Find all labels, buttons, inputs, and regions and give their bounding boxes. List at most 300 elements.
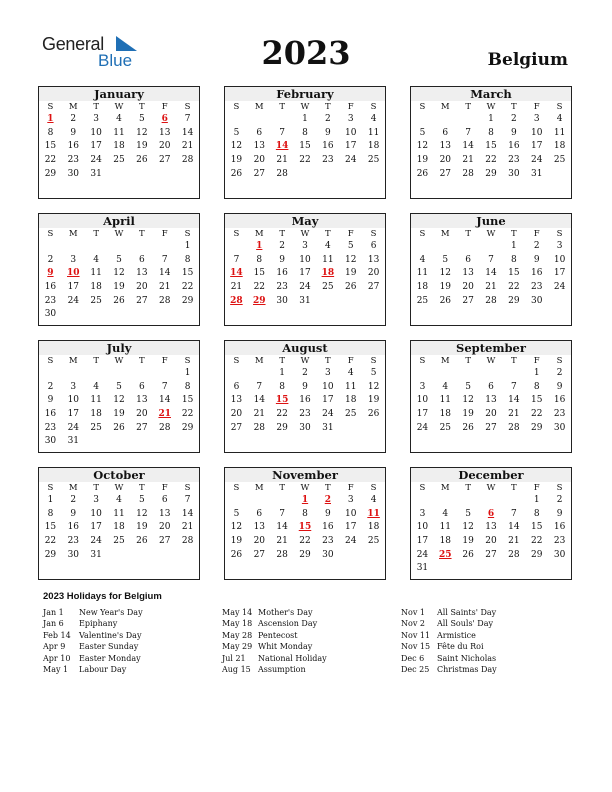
weekday-label: S [370, 229, 377, 239]
day-cell: 6 [256, 127, 263, 138]
weekday-label: F [161, 356, 168, 366]
week-row [39, 254, 199, 268]
empty-day-cell [153, 549, 176, 563]
weekday-label: S [556, 483, 563, 493]
week-row [39, 154, 199, 168]
day-cell: 28 [276, 168, 288, 179]
day-cell: 1 [184, 368, 191, 378]
day-cell: 13 [230, 395, 243, 406]
day-cell: 25 [322, 282, 334, 293]
empty-day-cell [316, 168, 339, 182]
day-cell: 25 [113, 155, 125, 166]
day-cell: 5 [370, 368, 377, 378]
month-november [224, 467, 386, 580]
day-cell: 2 [556, 368, 563, 378]
day-cell: 29 [181, 422, 194, 433]
day-cell: 29 [44, 168, 57, 179]
day-cell: 5 [139, 495, 145, 505]
day-cell: 28 [276, 549, 288, 560]
day-cell: 19 [439, 282, 452, 293]
holiday-name: All Souls' Day [437, 619, 493, 629]
holiday-day-cell: 10 [67, 268, 80, 279]
holiday-day-cell: 25 [439, 549, 452, 560]
day-cell: 6 [233, 381, 240, 392]
weekday-header [225, 228, 385, 240]
day-cell: 15 [181, 268, 194, 279]
day-cell: 27 [462, 295, 474, 306]
day-cell: 27 [485, 549, 497, 560]
week-row [225, 154, 385, 168]
day-cell: 22 [44, 155, 57, 166]
day-cell: 4 [116, 495, 122, 505]
day-cell: 15 [253, 268, 266, 279]
holiday-day-cell: 2 [324, 495, 331, 505]
month-april [38, 213, 200, 326]
weekday-label: S [184, 356, 191, 366]
week-row [39, 408, 199, 422]
holiday-entry [222, 618, 327, 629]
day-cell: 19 [462, 409, 474, 420]
day-cell: 3 [556, 241, 563, 251]
empty-day-cell [480, 562, 503, 576]
day-cell: 14 [181, 127, 194, 138]
day-cell: 27 [439, 168, 452, 179]
day-cell: 8 [533, 508, 540, 519]
empty-day-cell [85, 240, 108, 254]
day-cell: 5 [139, 114, 145, 124]
weekday-header [225, 482, 385, 494]
day-cell: 21 [276, 155, 288, 166]
day-cell: 9 [70, 508, 77, 519]
empty-day-cell [457, 240, 480, 254]
day-cell: 18 [113, 141, 125, 152]
holiday-day-cell: 9 [47, 268, 54, 279]
holiday-name: Christmas Day [437, 664, 497, 674]
day-cell: 19 [136, 522, 148, 533]
week-row [411, 408, 571, 422]
day-cell: 23 [67, 536, 80, 547]
day-cell: 6 [139, 254, 145, 265]
day-cell: 3 [347, 114, 354, 124]
empty-day-cell [434, 113, 457, 127]
holiday-day-cell: 6 [161, 114, 168, 124]
day-cell: 31 [299, 295, 311, 306]
day-cell: 28 [485, 295, 497, 306]
day-cell: 26 [439, 295, 452, 306]
empty-day-cell [225, 240, 248, 254]
day-cell: 18 [439, 536, 452, 547]
week-row [225, 521, 385, 535]
day-cell: 25 [90, 295, 102, 306]
day-cell: 24 [90, 155, 102, 166]
day-cell: 28 [181, 536, 194, 547]
day-cell: 19 [416, 155, 429, 166]
day-cell: 9 [325, 508, 331, 519]
empty-day-cell [176, 549, 199, 563]
day-cell: 18 [345, 395, 357, 406]
day-cell: 4 [419, 254, 426, 265]
day-cell: 19 [462, 536, 474, 547]
weekday-label: M [440, 483, 450, 493]
week-row [225, 295, 385, 309]
day-cell: 17 [90, 522, 102, 533]
weekday-header [411, 482, 571, 494]
holiday-name: Saint Nicholas [437, 653, 497, 663]
month-name: April [39, 214, 199, 228]
day-cell: 8 [511, 254, 517, 265]
day-cell: 18 [90, 409, 102, 420]
holiday-entry [401, 618, 497, 629]
day-cell: 25 [90, 422, 102, 433]
holiday-entry [222, 630, 327, 641]
day-cell: 12 [136, 127, 148, 138]
week-row [411, 367, 571, 381]
empty-day-cell [153, 435, 176, 449]
day-cell: 17 [416, 409, 429, 420]
day-cell: 13 [485, 395, 497, 406]
day-cell: 22 [531, 409, 543, 420]
day-cell: 27 [136, 422, 148, 433]
week-row [411, 535, 571, 549]
weekday-label: T [93, 356, 99, 366]
weekday-label: T [279, 356, 285, 366]
day-cell: 7 [279, 127, 286, 138]
day-cell: 21 [253, 409, 266, 420]
day-cell: 4 [442, 381, 449, 392]
day-cell: 6 [465, 254, 472, 265]
month-may [224, 213, 386, 326]
holiday-entry [43, 653, 143, 664]
day-cell: 14 [276, 522, 288, 533]
day-cell: 26 [230, 549, 243, 560]
weekday-label: F [161, 229, 168, 239]
weekday-header [39, 355, 199, 367]
weekday-label: S [556, 229, 563, 239]
day-cell: 14 [253, 395, 266, 406]
day-cell: 20 [230, 409, 243, 420]
day-cell: 26 [462, 549, 474, 560]
day-cell: 9 [279, 254, 286, 265]
day-cell: 27 [485, 422, 497, 433]
empty-day-cell [176, 168, 199, 182]
day-cell: 16 [531, 268, 543, 279]
empty-day-cell [85, 367, 108, 381]
day-cell: 15 [485, 141, 497, 152]
day-cell: 14 [462, 141, 474, 152]
month-march [410, 86, 572, 199]
holiday-entry [222, 607, 327, 618]
day-cell: 30 [531, 295, 543, 306]
day-cell: 8 [47, 127, 54, 138]
holiday-entry [401, 664, 497, 675]
week-row [39, 281, 199, 295]
weekday-label: S [233, 229, 240, 239]
weekday-label: S [556, 356, 563, 366]
day-cell: 22 [508, 282, 520, 293]
weekday-label: M [440, 102, 450, 112]
day-cell: 23 [322, 536, 334, 547]
day-cell: 21 [159, 282, 171, 293]
week-row [411, 240, 571, 254]
empty-day-cell [548, 562, 571, 576]
holiday-name: Valentine's Day [79, 630, 142, 640]
weekday-label: S [184, 102, 191, 112]
day-cell: 24 [67, 295, 80, 306]
day-cell: 25 [416, 295, 429, 306]
week-row [225, 508, 385, 522]
weekday-label: F [161, 483, 168, 493]
weekday-label: S [47, 356, 54, 366]
day-cell: 21 [462, 155, 474, 166]
weekday-header [411, 228, 571, 240]
day-cell: 23 [44, 295, 57, 306]
day-cell: 17 [416, 536, 429, 547]
day-cell: 24 [345, 155, 357, 166]
day-cell: 1 [47, 495, 54, 505]
weekday-label: T [93, 102, 99, 112]
day-cell: 13 [136, 268, 148, 279]
day-cell: 3 [93, 114, 100, 124]
day-cell: 3 [533, 114, 540, 124]
day-cell: 5 [419, 127, 426, 138]
day-cell: 8 [488, 127, 494, 138]
day-cell: 13 [462, 268, 474, 279]
holiday-date: Aug 15 [222, 664, 251, 674]
weekday-header [225, 355, 385, 367]
day-cell: 24 [90, 536, 102, 547]
day-cell: 28 [462, 168, 474, 179]
holiday-entry [222, 653, 327, 664]
day-cell: 9 [533, 254, 540, 265]
day-cell: 11 [90, 268, 102, 279]
empty-day-cell [316, 295, 339, 309]
weekday-label: T [139, 229, 145, 239]
weekday-label: M [254, 483, 264, 493]
day-cell: 4 [93, 381, 100, 392]
day-cell: 23 [67, 155, 80, 166]
week-row [225, 267, 385, 281]
empty-day-cell [548, 168, 571, 182]
weekday-label: S [233, 356, 240, 366]
day-cell: 5 [116, 381, 122, 392]
day-cell: 21 [276, 536, 288, 547]
day-cell: 15 [531, 522, 543, 533]
weekday-label: S [419, 229, 426, 239]
day-cell: 5 [233, 127, 240, 138]
month-name: January [39, 87, 199, 101]
weekday-label: T [325, 229, 331, 239]
empty-day-cell [108, 367, 131, 381]
day-cell: 7 [184, 114, 191, 124]
month-december [410, 467, 572, 580]
day-cell: 26 [416, 168, 429, 179]
week-row [411, 168, 571, 182]
day-cell: 15 [508, 268, 520, 279]
weekday-label: W [114, 483, 124, 493]
day-cell: 27 [159, 536, 171, 547]
holiday-date: Dec 25 [401, 664, 430, 674]
day-cell: 2 [511, 114, 517, 124]
day-cell: 7 [161, 254, 168, 265]
holiday-name: Whit Monday [258, 642, 313, 652]
empty-day-cell [362, 549, 385, 563]
holiday-name: Easter Sunday [79, 642, 139, 652]
weekday-label: S [184, 483, 191, 493]
day-cell: 9 [302, 381, 308, 392]
day-cell: 2 [47, 254, 54, 265]
day-cell: 11 [553, 127, 566, 138]
day-cell: 20 [253, 155, 266, 166]
day-cell: 30 [276, 295, 288, 306]
day-cell: 24 [553, 282, 566, 293]
day-cell: 26 [136, 536, 148, 547]
empty-day-cell [362, 295, 385, 309]
empty-day-cell [248, 113, 271, 127]
weekday-label: W [300, 229, 310, 239]
day-cell: 10 [67, 395, 80, 406]
day-cell: 20 [485, 536, 497, 547]
day-cell: 12 [230, 141, 243, 152]
day-cell: 12 [462, 395, 474, 406]
day-cell: 4 [370, 114, 377, 124]
holiday-name: New Year's Day [79, 608, 143, 617]
day-cell: 31 [90, 168, 102, 179]
weekday-label: M [68, 483, 78, 493]
week-row [411, 521, 571, 535]
weekday-label: S [233, 102, 240, 112]
holiday-name: National Holiday [258, 653, 327, 663]
empty-day-cell [411, 494, 434, 508]
week-row [225, 113, 385, 127]
day-cell: 16 [44, 282, 57, 293]
day-cell: 17 [553, 268, 566, 279]
weekday-label: M [254, 229, 264, 239]
weekday-label: T [279, 229, 285, 239]
day-cell: 2 [533, 241, 540, 251]
day-cell: 3 [347, 495, 354, 505]
weekday-label: M [68, 229, 78, 239]
day-cell: 30 [44, 309, 57, 320]
day-cell: 18 [367, 141, 380, 152]
empty-day-cell [294, 168, 317, 182]
empty-day-cell [39, 367, 62, 381]
day-cell: 2 [70, 495, 77, 505]
day-cell: 4 [116, 114, 122, 124]
day-cell: 24 [416, 422, 429, 433]
empty-day-cell [39, 240, 62, 254]
day-cell: 8 [302, 127, 308, 138]
day-cell: 3 [419, 381, 426, 392]
day-cell: 19 [345, 268, 357, 279]
holiday-date: Nov 11 [401, 630, 431, 640]
day-cell: 17 [345, 141, 357, 152]
empty-day-cell [362, 422, 385, 436]
week-row [225, 535, 385, 549]
day-cell: 1 [279, 368, 286, 378]
day-cell: 23 [553, 409, 566, 420]
day-cell: 2 [556, 495, 563, 505]
day-cell: 13 [159, 127, 171, 138]
day-cell: 19 [113, 409, 125, 420]
logo-text-blue: Blue [98, 51, 133, 70]
day-cell: 2 [325, 114, 331, 124]
day-cell: 17 [67, 282, 80, 293]
empty-day-cell [108, 435, 131, 449]
day-cell: 5 [116, 254, 122, 265]
day-cell: 12 [345, 254, 357, 265]
empty-day-cell [225, 113, 248, 127]
holiday-entry [401, 641, 497, 652]
day-cell: 17 [345, 522, 357, 533]
day-cell: 10 [553, 254, 566, 265]
day-cell: 20 [136, 409, 148, 420]
day-cell: 7 [161, 381, 168, 392]
day-cell: 3 [302, 241, 308, 251]
week-row [225, 240, 385, 254]
weekday-label: W [486, 229, 496, 239]
day-cell: 23 [299, 409, 311, 420]
day-cell: 16 [508, 141, 520, 152]
day-cell: 28 [159, 295, 171, 306]
day-cell: 31 [67, 436, 80, 447]
day-cell: 13 [439, 141, 452, 152]
holiday-column [43, 607, 143, 675]
day-cell: 12 [367, 381, 380, 392]
empty-day-cell [248, 494, 271, 508]
weekday-label: T [279, 102, 285, 112]
weekday-label: S [370, 483, 377, 493]
holiday-day-cell: 28 [230, 295, 243, 306]
day-cell: 21 [485, 282, 497, 293]
weekday-label: W [114, 102, 124, 112]
day-cell: 23 [508, 155, 520, 166]
weekday-label: M [68, 102, 78, 112]
empty-day-cell [108, 168, 131, 182]
day-cell: 8 [256, 254, 263, 265]
day-cell: 9 [70, 127, 77, 138]
holiday-day-cell: 1 [47, 114, 54, 124]
day-cell: 7 [184, 495, 191, 505]
day-cell: 12 [439, 268, 452, 279]
day-cell: 27 [253, 549, 266, 560]
weekday-label: T [511, 483, 517, 493]
day-cell: 18 [367, 522, 380, 533]
day-cell: 16 [276, 268, 288, 279]
day-cell: 14 [508, 522, 520, 533]
day-cell: 4 [347, 368, 354, 378]
empty-day-cell [248, 367, 271, 381]
day-cell: 1 [302, 114, 308, 124]
day-cell: 11 [345, 381, 357, 392]
day-cell: 26 [367, 409, 380, 420]
day-cell: 6 [370, 241, 377, 251]
day-cell: 22 [253, 282, 266, 293]
day-cell: 22 [181, 282, 194, 293]
day-cell: 6 [139, 381, 145, 392]
holiday-name: Ascension Day [258, 619, 318, 629]
day-cell: 12 [113, 268, 125, 279]
day-cell: 8 [184, 254, 191, 265]
day-cell: 22 [276, 409, 288, 420]
day-cell: 11 [439, 395, 452, 406]
empty-day-cell [457, 494, 480, 508]
day-cell: 1 [488, 114, 494, 124]
empty-day-cell [176, 308, 199, 322]
month-name: August [225, 341, 385, 355]
month-name: September [411, 341, 571, 355]
week-row [225, 127, 385, 141]
empty-day-cell [271, 113, 294, 127]
